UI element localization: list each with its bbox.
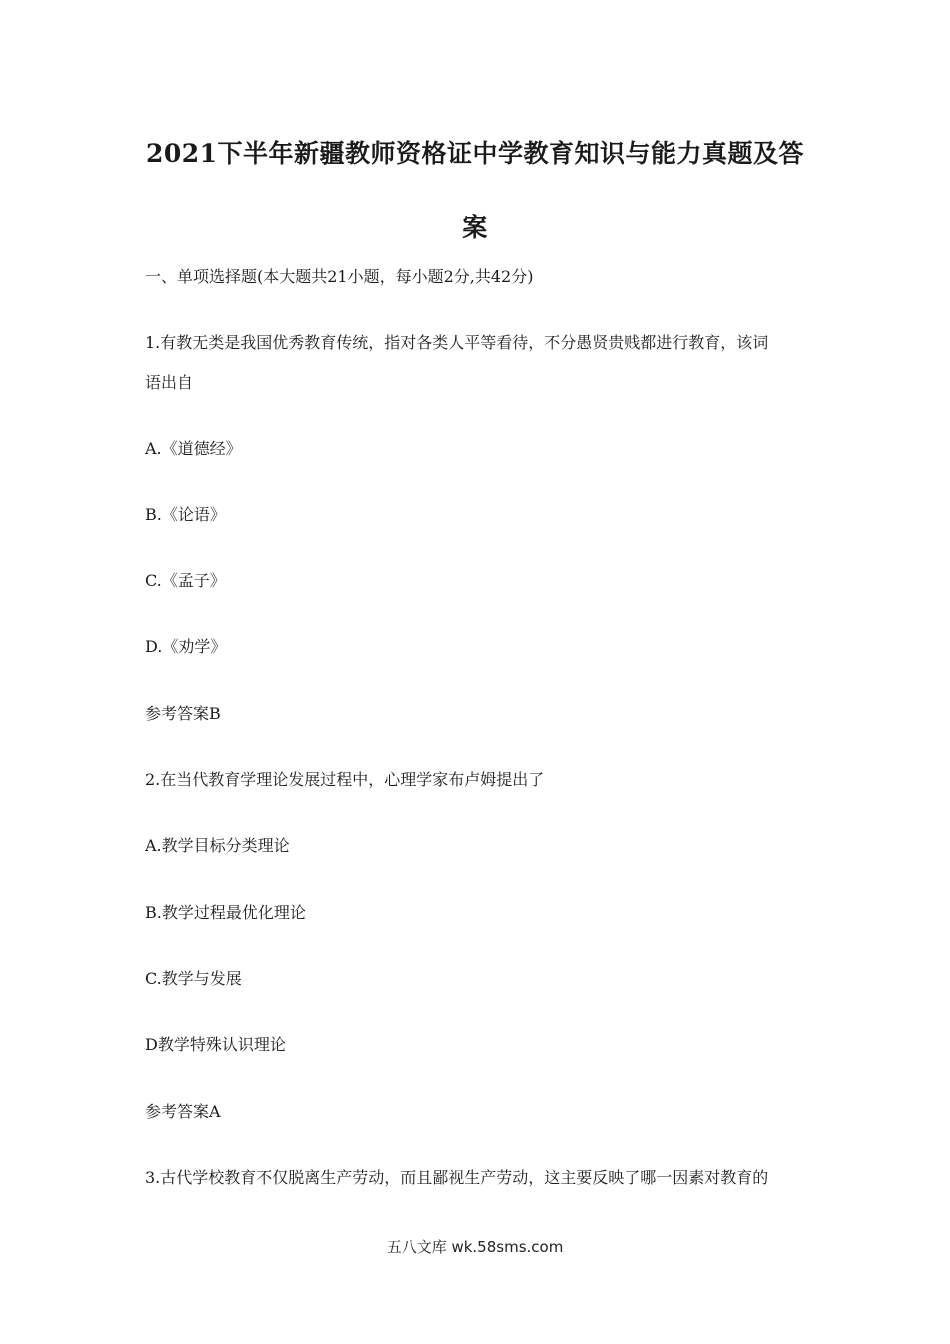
footer-watermark: 五八文库 wk.58sms.com — [386, 1238, 564, 1256]
question-1-stem-line-1: 1.有教无类是我国优秀教育传统，指对各类人平等看待，不分愚贤贵贱都进行教育，该词 — [145, 333, 769, 352]
question-2-answer: 参考答案A — [145, 1102, 221, 1121]
question-3-stem: 3.古代学校教育不仅脱离生产劳动，而且鄙视生产劳动，这主要反映了哪一因素对教育的 — [145, 1168, 769, 1187]
question-1-option-a: A.《道德经》 — [145, 439, 242, 458]
document-title-line-2: 案 — [462, 213, 488, 242]
document-title-line-1: 2021下半年新疆教师资格证中学教育知识与能力真题及答 — [145, 139, 805, 168]
section-heading: 一、单项选择题(本大题共21小题，每小题2分,共42分) — [145, 267, 534, 286]
question-2-option-d: D教学特殊认识理论 — [145, 1035, 286, 1054]
question-2-option-b: B.教学过程最优化理论 — [145, 903, 306, 922]
question-1-stem-line-2: 语出自 — [145, 373, 194, 392]
question-2-option-a: A.教学目标分类理论 — [145, 836, 290, 855]
question-1-option-d: D.《劝学》 — [145, 637, 227, 656]
question-2-stem: 2.在当代教育学理论发展过程中，心理学家布卢姆提出了 — [145, 770, 545, 789]
question-2-option-c: C.教学与发展 — [145, 969, 242, 988]
question-1-option-c: C.《孟子》 — [145, 571, 226, 590]
question-1-answer: 参考答案B — [145, 704, 221, 723]
question-1-option-b: B.《论语》 — [145, 505, 226, 524]
